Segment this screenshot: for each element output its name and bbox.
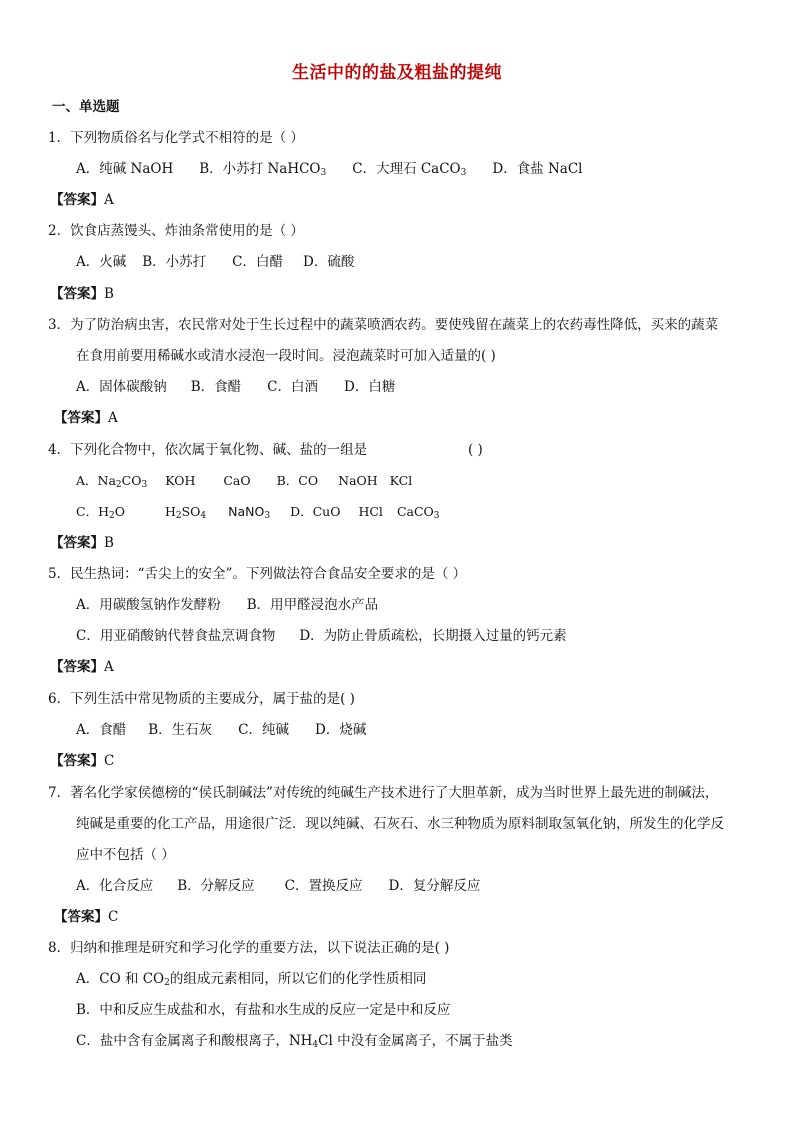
- question-4-stem: 4．下列化合物中，依次属于氧化物、碱、盐的一组是: [48, 442, 368, 458]
- question-3-answer: 【答案】A: [54, 410, 118, 426]
- q2-option-d: D．硫酸: [303, 254, 355, 270]
- q6-option-b: B．生石灰: [148, 722, 213, 738]
- question-1-answer: 【答案】A: [50, 192, 114, 208]
- section-heading: 一、单选题: [52, 99, 120, 115]
- question-4-answer: 【答案】B: [50, 535, 114, 551]
- q4-option-d: D．CuO HCl CaCO$_3$: [290, 504, 440, 521]
- q1-option-c: C．大理石 CaCO$_3$: [352, 161, 467, 178]
- q7-option-d: D．复分解反应: [388, 878, 481, 894]
- q6-option-d: D．烧碱: [315, 722, 367, 738]
- q8-option-b: B．中和反应生成盐和水，有盐和水生成的反应一定是中和反应: [76, 1002, 451, 1018]
- question-7-answer: 【答案】C: [54, 909, 119, 925]
- question-8-stem: 8．归纳和推理是研究和学习化学的重要方法，以下说法正确的是( ): [48, 940, 450, 956]
- q7-option-c: C．置换反应: [284, 878, 363, 894]
- question-5-options-cd: [76, 626, 567, 646]
- q8-option-c: C．盐中含有金属离子和酸根离子，$NH_4Cl$ 中没有金属离子，不属于盐类: [76, 1033, 513, 1050]
- q5-option-a: A．用碳酸氢钠作发酵粉: [76, 597, 221, 613]
- q5-option-c: C．用亚硝酸钠代替食盐烹调食物: [76, 628, 276, 644]
- question-6-answer: 【答案】C: [50, 753, 115, 769]
- q1-option-b: B．小苏打 NaHCO$_3$: [199, 161, 327, 178]
- q2-option-b: B．小苏打: [142, 254, 207, 270]
- question-4-options-ab: [76, 471, 412, 491]
- q3-option-a: A．固体碳酸钠: [76, 379, 167, 395]
- q2-option-c: C．白醋: [232, 254, 284, 270]
- question-6-stem: 6．下列生活中常见物质的主要成分，属于盐的是( ): [48, 691, 355, 707]
- question-1-options: [76, 159, 583, 179]
- question-6-options: [76, 720, 366, 740]
- q7-option-a: A．化合反应: [76, 878, 154, 894]
- question-3-stem-line1: 3．为了防治病虫害，农民常对处于生长过程中的蔬菜喷洒农药。要使残留在蔬菜上的农药毒性降低，买来的蔬菜: [48, 317, 719, 333]
- question-7-stem-line1: 7．著名化学家侯德榜的“侯氏制碱法”对传统的纯碱生产技术进行了大胆革新，成为当时世界上最先进的制碱法，: [48, 785, 719, 801]
- q5-option-d: D．为防止骨质疏松，长期摄入过量的钙元素: [299, 628, 567, 644]
- question-1-stem: 1．下列物质俗名与化学式不相符的是（ ）: [48, 130, 304, 146]
- question-2-stem: 2．饮食店蒸馒头、炸油条常使用的是（ ）: [48, 223, 304, 239]
- question-7-stem-line2: 纯碱是重要的化工产品，用途很广泛．现以纯碱、石灰石、水三种物质为原料制取氢氧化钠，所发生的化学反: [76, 816, 724, 832]
- question-2-options: [76, 252, 354, 272]
- page-title: 生活中的的盐及粗盐的提纯: [292, 63, 502, 83]
- q3-option-b: B．食醋: [190, 379, 242, 395]
- question-3-options: [76, 377, 395, 397]
- q5-option-b: B．用甲醛浸泡水产品: [246, 597, 379, 613]
- q1-option-d: D．食盐 NaCl: [492, 161, 583, 177]
- question-7-stem-line3: 应中不包括（ ）: [76, 847, 175, 863]
- question-2-answer: 【答案】B: [50, 286, 114, 302]
- q3-option-d: D．白糖: [344, 379, 396, 395]
- question-3-stem-line2: 在食用前要用稀碱水或清水浸泡一段时间。浸泡蔬菜时可加入适量的( ): [76, 348, 496, 364]
- q1-option-a: A．纯碱 NaOH: [76, 161, 174, 177]
- q4-option-a: A．$Na_2CO_3$ KOH CaO: [76, 473, 251, 490]
- question-4-options-cd: [76, 502, 440, 522]
- question-7-options: [76, 876, 480, 896]
- question-4-paren: ( ): [468, 442, 483, 458]
- q2-option-a: A．火碱: [76, 254, 127, 270]
- q4-option-b: B．CO NaOH KCl: [276, 473, 413, 488]
- question-5-stem: 5．民生热词：“舌尖上的安全”。下列做法符合食品安全要求的是（ ）: [48, 566, 467, 582]
- q6-option-c: C．纯碱: [238, 722, 290, 738]
- q4-option-c: C．$H_2O$ $H_2SO_4$ NaNO$_3$: [76, 504, 271, 521]
- q3-option-c: C．白酒: [267, 379, 319, 395]
- q7-option-b: B．分解反应: [177, 878, 255, 894]
- q6-option-a: A．食醋: [76, 722, 127, 738]
- q8-option-a: A．CO 和 $CO_2$的组成元素相同，所以它们的化学性质相同: [76, 971, 427, 988]
- question-5-answer: 【答案】A: [50, 659, 114, 675]
- question-5-options-ab: [76, 595, 378, 615]
